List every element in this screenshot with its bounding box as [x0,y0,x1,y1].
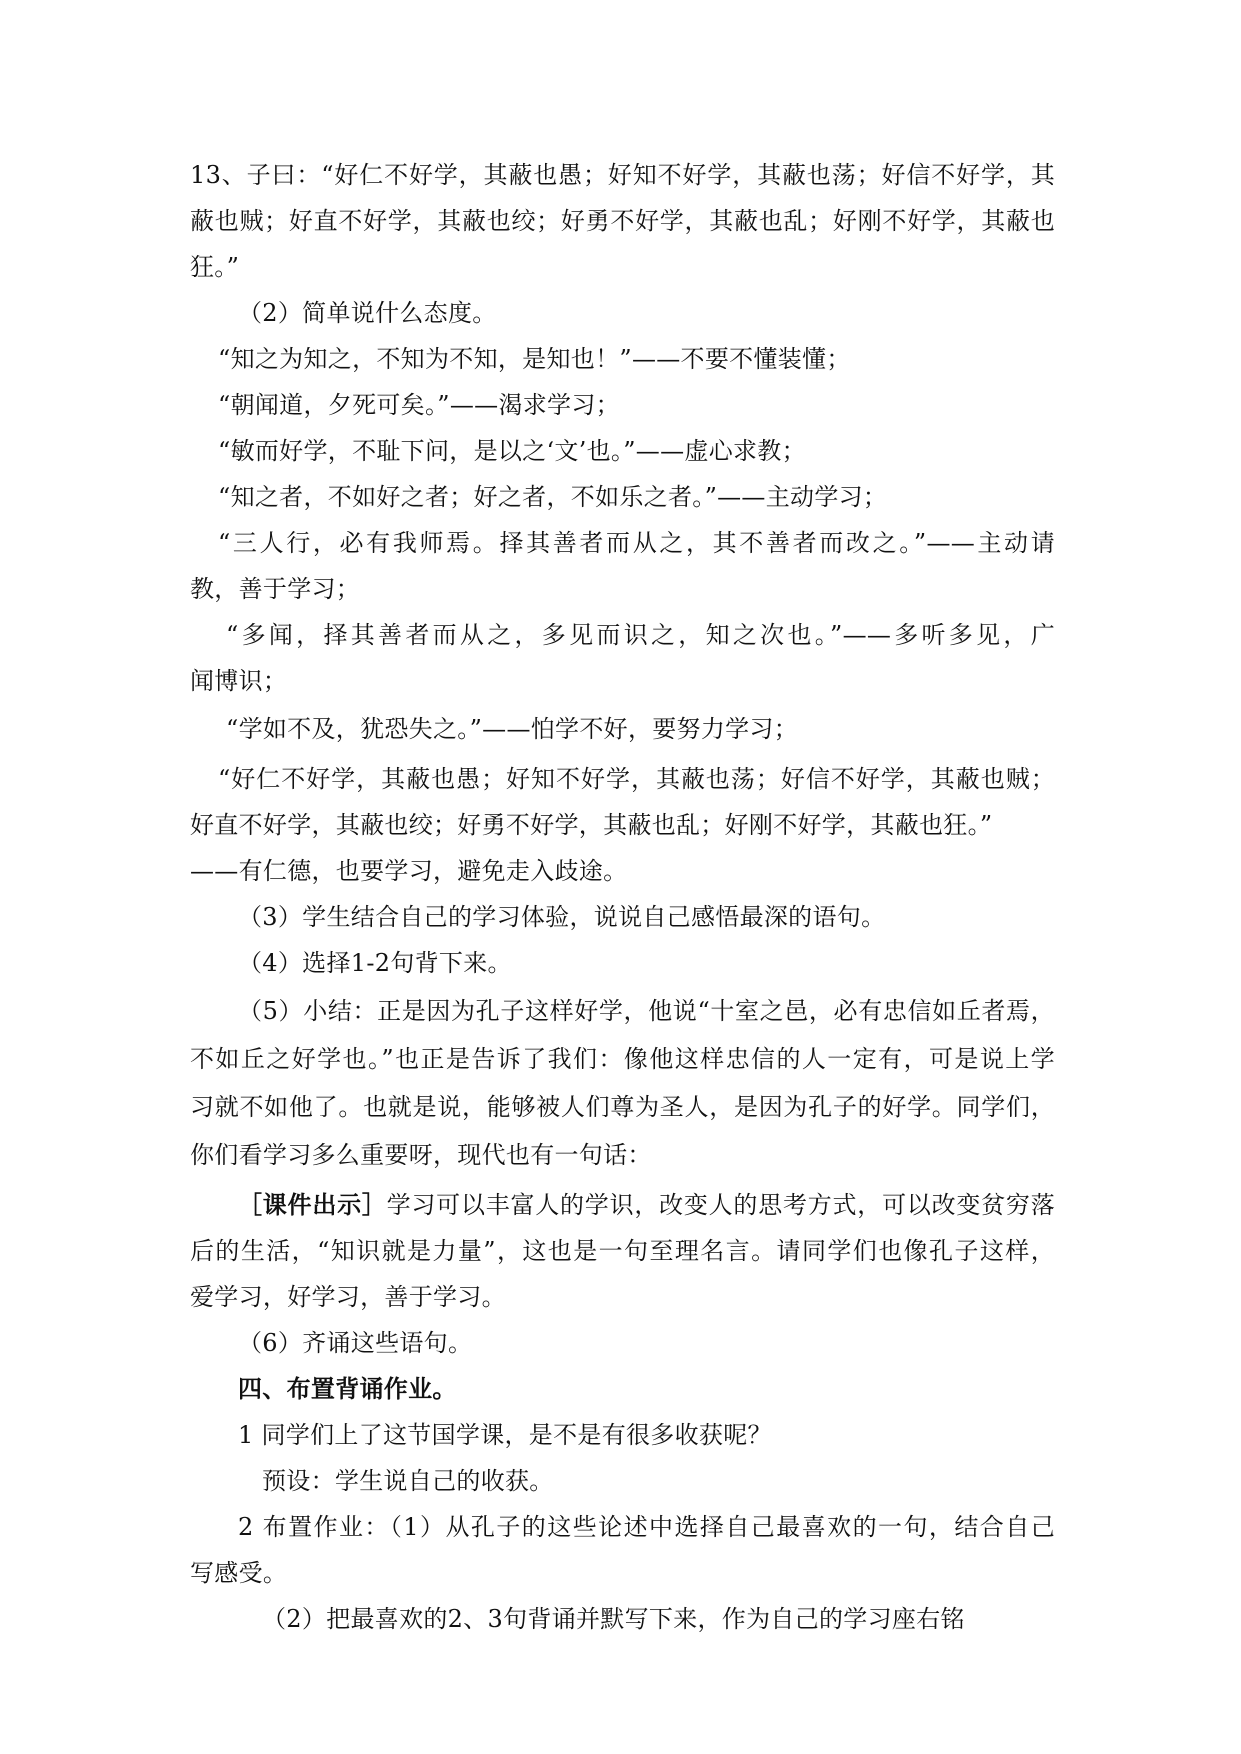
text-line: 蔽也贼；好直不好学，其蔽也绞；好勇不好学，其蔽也乱；好刚不好学，其蔽也 [190,207,1055,235]
text-line: 写感受。 [190,1559,288,1587]
text-line: ［课件出示］学习可以丰富人的学识，改变人的思考方式，可以改变贫穷落 [238,1190,1055,1219]
text-line: 不如丘之好学也。”也正是告诉了我们：像他这样忠信的人一定有，可是说上学 [190,1045,1055,1073]
text-line: （6）齐诵这些语句。 [238,1329,473,1357]
text-line: 2 布置作业：（1）从孔子的这些论述中选择自己最喜欢的一句，结合自己 [238,1513,1055,1541]
text-line: （3）学生结合自己的学习体验，说说自己感悟最深的语句。 [238,903,886,931]
text-line: “好仁不好学，其蔽也愚；好知不好学，其蔽也荡；好信不好学，其蔽也贼； [218,765,1055,793]
text-line: “三人行，必有我师焉。择其善者而从之，其不善者而改之。”——主动请 [218,529,1055,557]
section-heading: 四、布置背诵作业。 [238,1374,457,1403]
text-line: “知之为知之，不知为不知，是知也！”——不要不懂装懂； [218,345,851,373]
text-line: 闻博识； [190,667,288,695]
text-line: 13、子曰：“好仁不好学，其蔽也愚；好知不好学，其蔽也荡；好信不好学，其 [190,161,1055,189]
text-line: （2）简单说什么态度。 [238,299,497,327]
text-line: 爱学习，好学习，善于学习。 [190,1283,506,1311]
text-line: ——有仁德，也要学习，避免走入歧途。 [190,857,628,885]
kejian-label: ［课件出示］ [238,1190,387,1219]
text-line: “多闻，择其善者而从之，多见而识之，知之次也。”——多听多见，广 [226,621,1055,649]
text-line: （4）选择1-2句背下来。 [238,949,512,977]
text-line: 狂。” [190,253,240,281]
text-line: 教，善于学习； [190,575,361,603]
text-line: 好直不好学，其蔽也绞；好勇不好学，其蔽也乱；好刚不好学，其蔽也狂。” [190,811,993,839]
text-line: 1 同学们上了这节国学课，是不是有很多收获呢？ [238,1421,772,1449]
text-line: （5）小结：正是因为孔子这样好学，他说“十室之邑，必有忠信如丘者焉， [238,997,1055,1025]
text-line: 后的生活，“知识就是力量”，这也是一句至理名言。请同学们也像孔子这样， [190,1237,1055,1265]
text-line: “敏而好学，不耻下问，是以之‘文’也。”——虚心求教； [218,437,806,465]
text-line: “学如不及，犹恐失之。”——怕学不好，要努力学习； [226,715,799,743]
text-line: “朝闻道，夕死可矣。”——渴求学习； [218,391,620,419]
text-line: 你们看学习多么重要呀，现代也有一句话： [190,1141,652,1169]
text-line: （2）把最喜欢的2、3句背诵并默写下来，作为自己的学习座右铭 [262,1605,965,1633]
text-line: “知之者，不如好之者；好之者，不如乐之者。”——主动学习； [218,483,888,511]
text-line: 预设：学生说自己的收获。 [262,1467,554,1495]
text-line: 习就不如他了。也就是说，能够被人们尊为圣人，是因为孔子的好学。同学们， [190,1093,1055,1121]
